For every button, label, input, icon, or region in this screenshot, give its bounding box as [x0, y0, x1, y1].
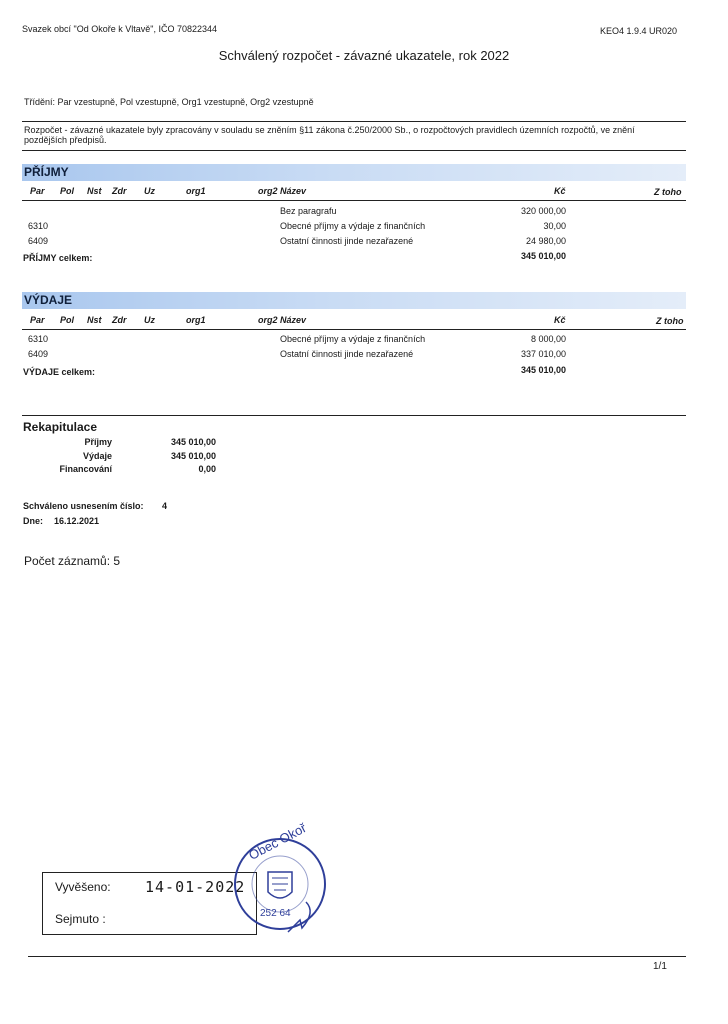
divider [22, 121, 686, 122]
expense-row-par: 6409 [28, 349, 49, 359]
seal-text-bottom: 252 64 [260, 908, 291, 919]
report-code: KEO4 1.9.4 UR020 [600, 26, 678, 36]
col-nazev: Název [280, 315, 307, 325]
col-org1: org1 [186, 315, 206, 325]
divider [22, 329, 686, 330]
income-total-label: PŘÍJMY celkem: [23, 253, 93, 263]
organization-name: Svazek obcí "Od Okoře k Vltavě", IČO 70822344 [22, 24, 217, 34]
page-number: 1/1 [653, 961, 667, 972]
expense-row-amount: 337 010,00 [520, 349, 566, 359]
recap-value-financing: 0,00 [198, 464, 216, 474]
income-row-amount: 24 980,00 [525, 236, 566, 246]
col-ztoho: Z toho [654, 187, 682, 197]
col-zdr: Zdr [112, 186, 127, 196]
income-section-header [22, 164, 686, 181]
expense-row-name: Ostatní činnosti jinde nezařazené [280, 349, 414, 359]
col-nazev: Název [280, 186, 307, 196]
removed-label: Sejmuto : [55, 912, 106, 926]
col-pol: Pol [60, 186, 75, 196]
approval-date-label: Dne: [23, 516, 43, 526]
income-row-amount: 320 000,00 [520, 206, 566, 216]
income-row-par: 6409 [28, 236, 49, 246]
posting-stamp [42, 872, 257, 935]
posted-date: 14-01-2022 [145, 878, 246, 896]
col-org2: org2 [258, 186, 278, 196]
municipal-seal [228, 820, 332, 936]
income-row-name: Bez paragrafu [280, 206, 337, 216]
income-row-amount: 30,00 [543, 221, 566, 231]
divider [22, 200, 686, 201]
legal-note-line2: pozdějších předpisů. [24, 135, 107, 145]
expenses-total-label: VÝDAJE celkem: [23, 367, 96, 377]
expenses-section-header [22, 292, 686, 309]
col-nst: Nst [87, 315, 102, 325]
recap-title: Rekapitulace [23, 420, 98, 434]
approval-label: Schváleno usnesením číslo: [23, 501, 144, 511]
posted-label: Vyvěšeno: [55, 880, 111, 894]
recap-value-expenses: 345 010,00 [170, 451, 216, 461]
expense-row-amount: 8 000,00 [530, 334, 566, 344]
expense-row-par: 6310 [28, 334, 49, 344]
income-row-name: Obecné příjmy a výdaje z finančních [280, 221, 426, 231]
approval-number: 4 [162, 501, 168, 511]
recap-value-income: 345 010,00 [170, 437, 216, 447]
col-par: Par [30, 315, 45, 325]
recap-label-financing: Financování [59, 464, 112, 474]
col-org2: org2 [258, 315, 278, 325]
income-total: 345 010,00 [520, 251, 566, 261]
col-pol: Pol [60, 315, 75, 325]
col-kc: Kč [554, 315, 566, 325]
col-zdr: Zdr [112, 315, 127, 325]
income-row-par: 6310 [28, 221, 49, 231]
expenses-total: 345 010,00 [520, 365, 566, 375]
col-uz: Uz [144, 315, 155, 325]
divider [22, 150, 686, 151]
col-ztoho: Z toho [656, 316, 684, 326]
expense-row-name: Obecné příjmy a výdaje z finančních [280, 334, 426, 344]
legal-note-line1: Rozpočet - závazné ukazatele byly zpracovány v souladu se zněním §11 zákona č.250/2000 Sb., o rozpočtových pravidlech územních rozpočtů, ve znění [24, 125, 635, 135]
page-title: Schválený rozpočet - závazné ukazatele, rok 2022 [218, 48, 510, 63]
col-org1: org1 [186, 186, 206, 196]
income-row-name: Ostatní činnosti jinde nezařazené [280, 236, 414, 246]
col-par: Par [30, 186, 45, 196]
sorting-info: Třídění: Par vzestupně, Pol vzestupně, Org1 vzestupně, Org2 vzestupně [24, 97, 314, 107]
record-count: Počet záznamů: 5 [24, 554, 121, 568]
recap-label-expenses: Výdaje [82, 451, 112, 461]
expenses-section-title: VÝDAJE [24, 293, 73, 307]
divider [22, 415, 686, 416]
col-nst: Nst [87, 186, 102, 196]
income-section-title: PŘÍJMY [24, 165, 69, 179]
col-kc: Kč [554, 186, 566, 196]
seal-text-top: Obec Okoř [246, 820, 309, 863]
col-uz: Uz [144, 186, 155, 196]
approval-date: 16.12.2021 [54, 516, 100, 526]
recap-label-income: Příjmy [84, 437, 112, 447]
footer-divider [28, 956, 686, 957]
